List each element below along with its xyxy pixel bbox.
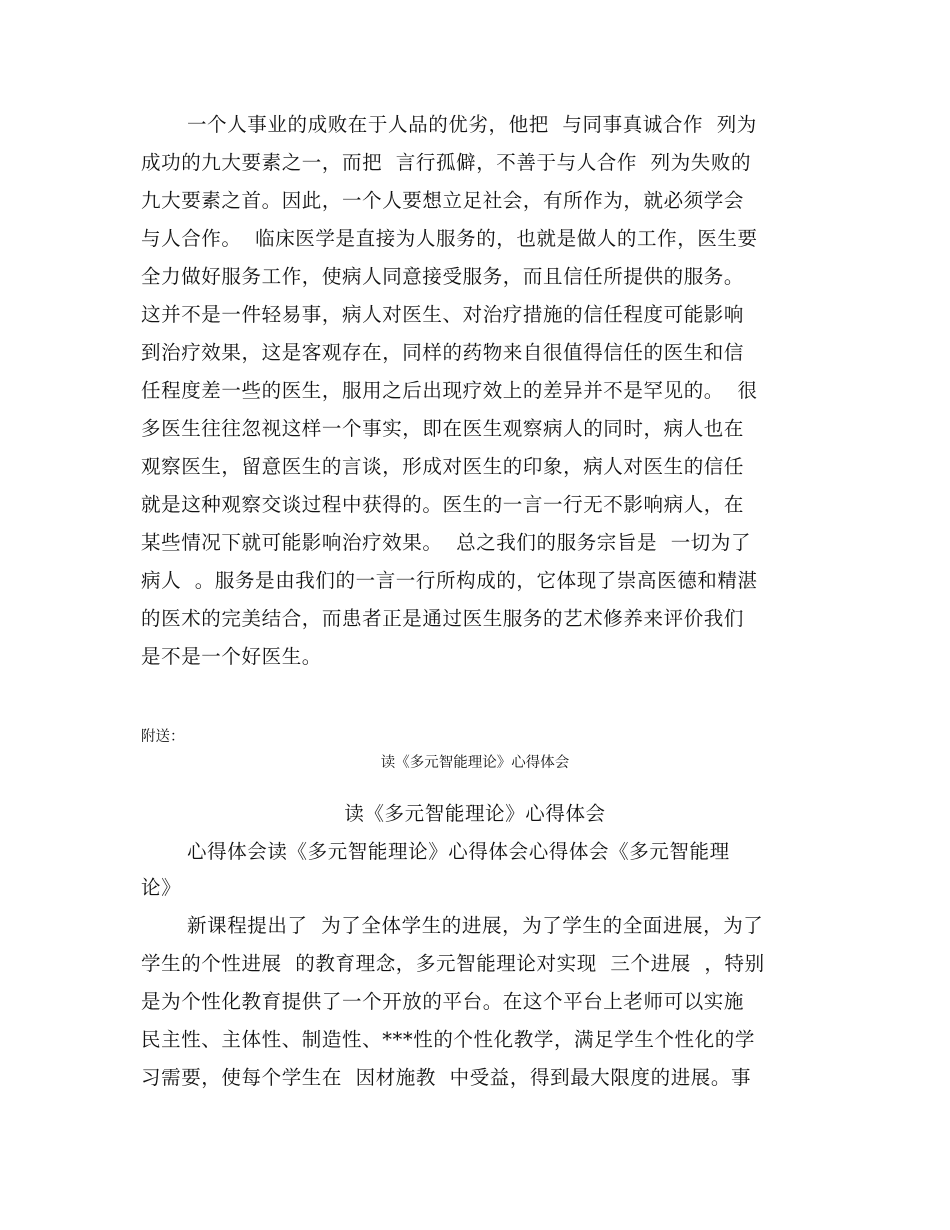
body-line-2: 成功的九大要素之一，而把 言行孤僻，不善于与人合作 列为失败的 — [141, 151, 752, 174]
appendix-label: 附送： — [141, 729, 185, 745]
appendix-line-7: 习需要，使每个学生在 因材施教 中受益，得到最大限度的进展。事 — [141, 1066, 752, 1089]
body-line-10: 观察医生，留意医生的言谈，形成对医生的印象，病人对医生的信任 — [141, 455, 745, 478]
body-line-9: 多医生往往忽视这样一个事实，即在医生观察病人的同时，病人也在 — [141, 417, 745, 440]
body-line-11: 就是这种观察交谈过程中获得的。医生的一言一行无不影响病人，在 — [141, 493, 745, 516]
body-line-15: 是不是一个好医生。 — [141, 645, 322, 668]
appendix-line-3: 新课程提出了 为了全体学生的进展，为了学生的全面进展，为了 — [187, 914, 764, 937]
appendix-line-5: 是为个性化教育提供了一个开放的平台。在这个平台上老师可以实施 — [141, 990, 745, 1013]
body-line-12: 某些情况下就可能影响治疗效果。 总之我们的服务宗旨是 一切为了 — [141, 531, 752, 554]
body-line-13: 病人 。服务是由我们的一言一行所构成的，它体现了崇高医德和精湛 — [141, 569, 758, 592]
body-line-1: 一个人事业的成败在于人品的优劣，他把 与同事真诚合作 列为 — [187, 113, 757, 136]
body-line-8: 任程度差一些的医生，服用之后出现疗效上的差异并不是罕见的。 很 — [141, 379, 758, 402]
body-line-3: 九大要素之首。因此，一个人要想立足社会，有所作为，就必须学会 — [141, 189, 745, 212]
appendix-line-1: 心得体会读《多元智能理论》心得体会心得体会《多元智能理 — [187, 840, 730, 863]
appendix-title: 读《多元智能理论》心得体会 — [344, 802, 606, 825]
body-line-4: 与人合作。 临床医学是直接为人服务的，也就是做人的工作，医生要 — [141, 227, 758, 250]
body-line-14: 的医术的完美结合，而患者正是通过医生服务的艺术修养来评价我们 — [141, 607, 745, 630]
body-line-5: 全力做好服务工作，使病人同意接受服务，而且信任所提供的服务。 — [141, 265, 745, 288]
appendix-line-6: 民主性、主体性、制造性、***性的个性化教学，满足学生个性化的学 — [141, 1028, 755, 1051]
appendix-line-4: 学生的个性进展 的教育理念，多元智能理论对实现 三个进展 ，特别 — [141, 952, 765, 975]
body-line-6: 这并不是一件轻易事，病人对医生、对治疗措施的信任程度可能影响 — [141, 303, 745, 326]
body-line-7: 到治疗效果，这是客观存在，同样的药物来自很值得信任的医生和信 — [141, 341, 745, 364]
appendix-subtitle: 读《多元智能理论》心得体会 — [380, 755, 570, 771]
appendix-line-2: 论》 — [141, 876, 182, 899]
